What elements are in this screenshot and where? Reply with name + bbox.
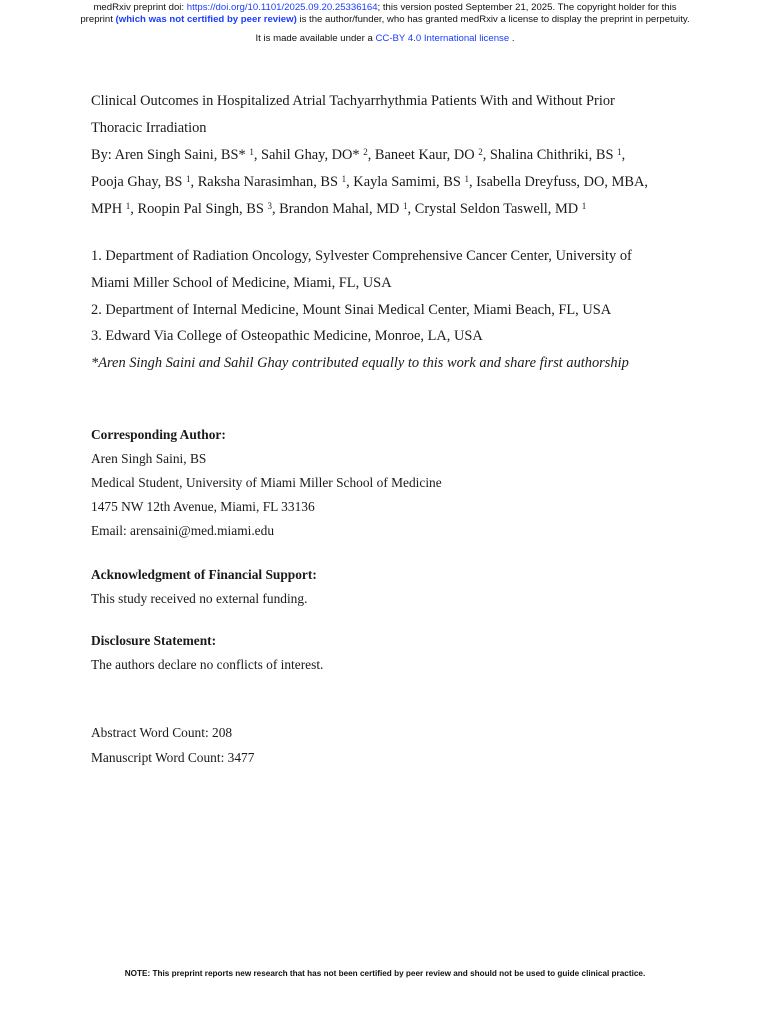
banner-line-2 xyxy=(0,14,770,26)
disclosure-text: The authors declare no conflicts of interest. xyxy=(91,657,324,672)
author-text: , Crystal Seldon Taswell, MD xyxy=(407,201,582,217)
manuscript-word-count: Manuscript Word Count: 3477 xyxy=(91,750,255,765)
corresponding-email: Email: arensaini@med.miami.edu xyxy=(91,523,275,538)
affiliation-1-line-2: Miami Miller School of Medicine, Miami, FL, USA xyxy=(91,275,392,291)
authors-line-3 xyxy=(91,200,586,218)
author-text: , Baneet Kaur, DO xyxy=(367,147,479,163)
peer-review-note: (which was not certified by peer review) xyxy=(115,14,297,25)
affiliation-2: 2. Department of Internal Medicine, Mount Sinai Medical Center, Miami Beach, FL, USA xyxy=(91,302,612,318)
corresponding-heading: Corresponding Author: xyxy=(91,427,226,442)
affiliation-marker: 1 xyxy=(249,147,254,157)
banner-preprint-word: preprint xyxy=(80,14,116,25)
corresponding-name: Aren Singh Saini, BS xyxy=(91,451,207,466)
license-line xyxy=(0,33,770,44)
disclosure-heading: Disclosure Statement: xyxy=(91,633,217,648)
author-text: , Kayla Samimi, BS xyxy=(346,174,465,190)
author-text: , Brandon Mahal, MD xyxy=(271,201,404,217)
license-prefix: It is made available under a xyxy=(255,33,376,44)
author-text: MPH xyxy=(91,201,126,217)
author-text: , Raksha Narasimhan, BS xyxy=(190,174,342,190)
author-text: , Roopin Pal Singh, BS xyxy=(130,201,268,217)
affiliation-marker: 1 xyxy=(125,201,131,211)
affiliation-marker: 2 xyxy=(363,147,368,157)
authors-line-1 xyxy=(91,146,625,164)
author-text: , Shalina Chithriki, BS xyxy=(482,147,618,163)
corresponding-role: Medical Student, University of Miami Miller School of Medicine xyxy=(91,475,442,490)
equal-contribution-note: *Aren Singh Saini and Sahil Ghay contributed equally to this work and share first authorship xyxy=(91,355,629,371)
doi-link[interactable]: https://doi.org/10.1101/2025.09.20.25336164 xyxy=(186,2,378,13)
affiliation-marker: 1 xyxy=(617,147,622,157)
affiliation-marker: 1 xyxy=(464,174,469,184)
banner-version-text: ; this version posted September 21, 2025. The copyright holder for this xyxy=(377,2,677,13)
authors-line-2 xyxy=(91,173,648,191)
paper-title-line-1: Clinical Outcomes in Hospitalized Atrial Tachyarrhythmia Patients With and Without Prior xyxy=(91,93,615,109)
affiliation-marker: 1 xyxy=(581,201,587,211)
author-text: , Sahil Ghay, DO* xyxy=(253,147,364,163)
abstract-word-count: Abstract Word Count: 208 xyxy=(91,725,233,740)
author-text: , Isabella Dreyfuss, DO, MBA, xyxy=(468,174,648,190)
author-text: , xyxy=(621,147,626,163)
banner-doi-prefix: medRxiv preprint doi: xyxy=(93,2,187,13)
affiliation-marker: 3 xyxy=(267,201,272,211)
corresponding-address: 1475 NW 12th Avenue, Miami, FL 33136 xyxy=(91,499,315,514)
affiliation-marker: 2 xyxy=(478,147,483,157)
affiliation-marker: 1 xyxy=(186,174,191,184)
banner-line-1 xyxy=(0,2,770,14)
author-text: Pooja Ghay, BS xyxy=(91,174,187,190)
funding-heading: Acknowledgment of Financial Support: xyxy=(91,567,317,582)
license-link[interactable]: CC-BY 4.0 International license xyxy=(375,33,510,44)
affiliation-marker: 1 xyxy=(341,174,347,184)
funding-text: This study received no external funding. xyxy=(91,591,308,606)
preprint-banner xyxy=(0,2,770,26)
affiliation-3: 3. Edward Via College of Osteopathic Medicine, Monroe, LA, USA xyxy=(91,328,483,344)
license-suffix: . xyxy=(509,33,515,44)
preprint-footer-note: NOTE: This preprint reports new research that has not been certified by peer review and should not be used to guide clinical practice. xyxy=(124,969,646,978)
author-text: By: Aren Singh Saini, BS* xyxy=(91,147,250,163)
banner-license-text: is the author/funder, who has granted medRxiv a license to display the preprint in perpetuity. xyxy=(296,14,690,25)
paper-title-line-2: Thoracic Irradiation xyxy=(91,120,207,136)
affiliation-marker: 1 xyxy=(403,201,408,211)
affiliation-1-line-1: 1. Department of Radiation Oncology, Sylvester Comprehensive Cancer Center, University of xyxy=(91,248,632,264)
